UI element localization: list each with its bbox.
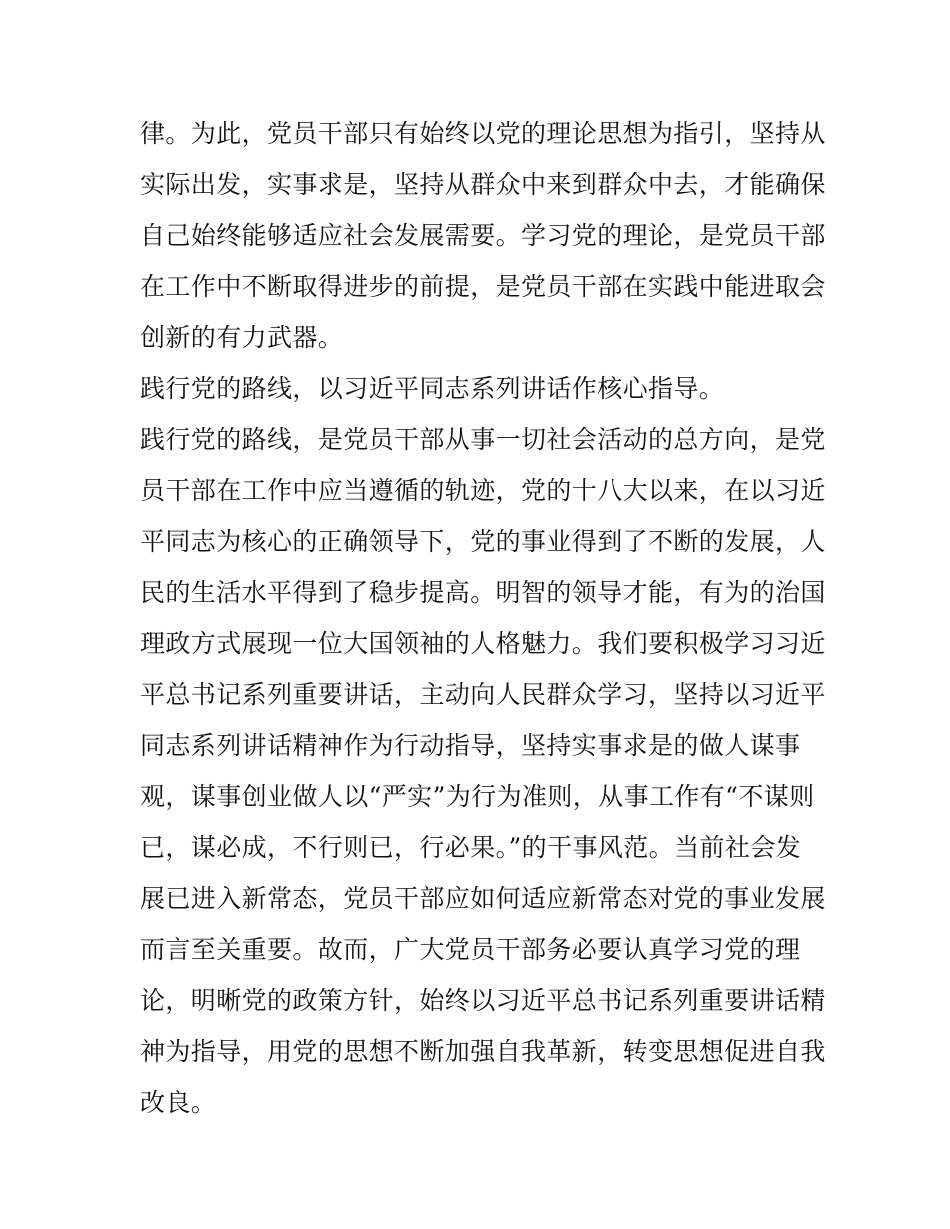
text-line: 观，谋事创业做人以“严实”为行为准则，从事工作有“不谋则 [140, 782, 815, 811]
text-line: 实际出发，实事求是，坚持从群众中来到群众中去，才能确保 [140, 170, 826, 199]
text-line: 平同志为核心的正确领导下，党的事业得到了不断的发展，人 [140, 527, 826, 556]
text-line: 创新的有力武器。 [140, 323, 344, 352]
text-line: 论，明晰党的政策方针，始终以习近平总书记系列重要讲话精 [140, 986, 826, 1015]
text-line: 同志系列讲话精神作为行动指导，坚持实事求是的做人谋事 [140, 731, 801, 760]
document-body [140, 108, 826, 1128]
heading-line: 践行党的路线，以习近平同志系列讲话作核心指导。 [140, 374, 725, 403]
text-line: 改良。 [140, 1088, 217, 1117]
section-heading [140, 363, 820, 414]
text-line: 在工作中不断取得进步的前提，是党员干部在实践中能进取会 [140, 272, 826, 301]
text-line: 理政方式展现一位大国领袖的人格魅力。我们要积极学习习近 [140, 629, 826, 658]
paragraph-theory [140, 108, 826, 363]
text-line: 践行党的路线，是党员干部从事一切社会活动的总方向，是党 [140, 425, 826, 454]
text-line: 律。为此，党员干部只有始终以党的理论思想为指引，坚持从 [140, 119, 826, 148]
text-line: 神为指导，用党的思想不断加强自我革新，转变思想促进自我 [140, 1037, 826, 1066]
paragraph-party-line [140, 414, 826, 1128]
text-line: 已，谋必成，不行则已，行必果。”的干事风范。当前社会发 [140, 833, 802, 862]
text-line: 而言至关重要。故而，广大党员干部务必要认真学习党的理 [140, 935, 801, 964]
text-line: 平总书记系列重要讲话，主动向人民群众学习，坚持以习近平 [140, 680, 826, 709]
text-line: 民的生活水平得到了稳步提高。明智的领导才能，有为的治国 [140, 578, 826, 607]
text-line: 自己始终能够适应社会发展需要。学习党的理论，是党员干部 [140, 221, 826, 250]
text-line: 员干部在工作中应当遵循的轨迹，党的十八大以来，在以习近 [140, 476, 826, 505]
text-line: 展已进入新常态，党员干部应如何适应新常态对党的事业发展 [140, 884, 826, 913]
